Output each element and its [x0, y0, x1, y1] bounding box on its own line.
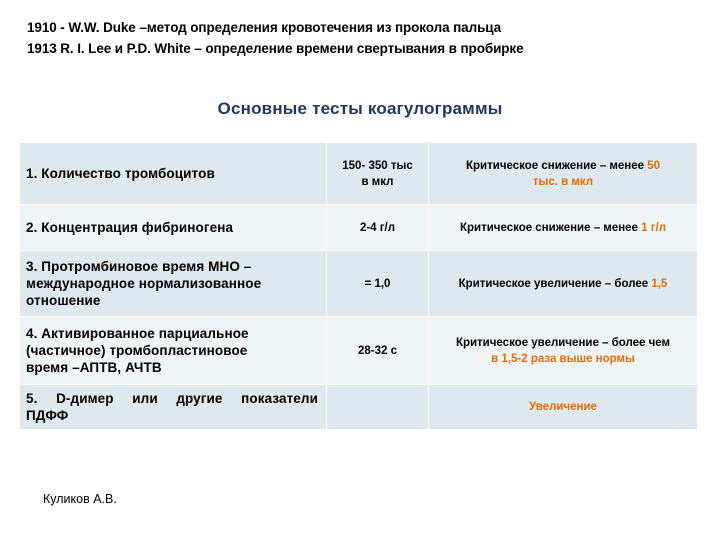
critical-highlight: 1 г/л — [641, 221, 667, 234]
critical-line — [433, 174, 693, 190]
critical-line — [433, 399, 693, 415]
critical-highlight: в 1,5-2 раза выше нормы — [491, 352, 635, 365]
test-name-line: (частичное) тромбопластиновое — [26, 343, 248, 358]
critical-highlight: 1,5 — [651, 277, 668, 290]
norm-line: в мкл — [361, 175, 394, 188]
table-row — [20, 251, 698, 317]
test-name — [20, 317, 327, 385]
table-row — [20, 317, 698, 385]
table-row — [20, 143, 698, 205]
test-name — [20, 251, 327, 317]
norm-line: 150- 350 тыс — [342, 159, 413, 172]
test-norm — [327, 251, 429, 317]
test-name-line: время –АПТВ, АЧТВ — [26, 360, 162, 375]
test-norm-empty — [327, 385, 429, 430]
critical-text: Критическое увеличение – более чем — [455, 336, 671, 349]
test-name-line: международное нормализованное — [26, 276, 262, 291]
test-critical — [429, 143, 698, 205]
critical-line — [433, 220, 693, 236]
test-critical — [429, 385, 698, 430]
test-name — [20, 385, 327, 430]
test-name-line: ПДФФ — [26, 408, 69, 423]
slide-title: Основные тесты коагулограммы — [217, 99, 503, 118]
history-line-1: 1910 - W.W. Duke –метод определения кровотечения из прокола пальца — [27, 20, 502, 35]
critical-line — [433, 158, 693, 174]
test-name — [20, 143, 327, 205]
critical-line — [433, 351, 693, 367]
test-critical — [429, 317, 698, 385]
test-norm — [327, 317, 429, 385]
test-norm — [327, 143, 429, 205]
test-name — [20, 205, 327, 251]
history-line-2: 1913 R. I. Lee и P.D. White – определение времени свертывания в пробирке — [27, 41, 524, 56]
critical-text: Критическое снижение – менее — [459, 221, 642, 234]
test-critical — [429, 205, 698, 251]
table-row — [20, 385, 698, 430]
history-notes — [27, 17, 524, 59]
critical-highlight: Увеличение — [529, 401, 597, 413]
critical-line — [433, 335, 693, 351]
author-credit: Куликов А.В. — [43, 492, 117, 506]
critical-highlight: 50 — [647, 159, 660, 172]
test-name-line: 1. Количество тромбоцитов — [26, 166, 215, 181]
norm-line: 2-4 г/л — [359, 221, 396, 234]
test-name-line: 5. D-димер или другие показатели — [26, 391, 318, 406]
test-name-line: 2. Концентрация фибриногена — [26, 220, 234, 235]
critical-text: Критическое снижение – менее — [466, 159, 648, 172]
test-name-line: 4. Активированное парциальное — [26, 326, 249, 341]
norm-line: = 1,0 — [364, 277, 391, 290]
test-critical — [429, 251, 698, 317]
table-row — [20, 205, 698, 251]
critical-text: Критическое увеличение – более — [458, 277, 652, 290]
critical-highlight: тыс. в мкл — [532, 175, 594, 188]
norm-line: 28-32 с — [357, 344, 397, 357]
test-name-line: отношение — [26, 293, 101, 308]
coagulogram-table — [19, 142, 698, 430]
test-name-line: 3. Протромбиновое время МНО – — [26, 259, 252, 274]
critical-line — [433, 276, 693, 292]
test-norm — [327, 205, 429, 251]
